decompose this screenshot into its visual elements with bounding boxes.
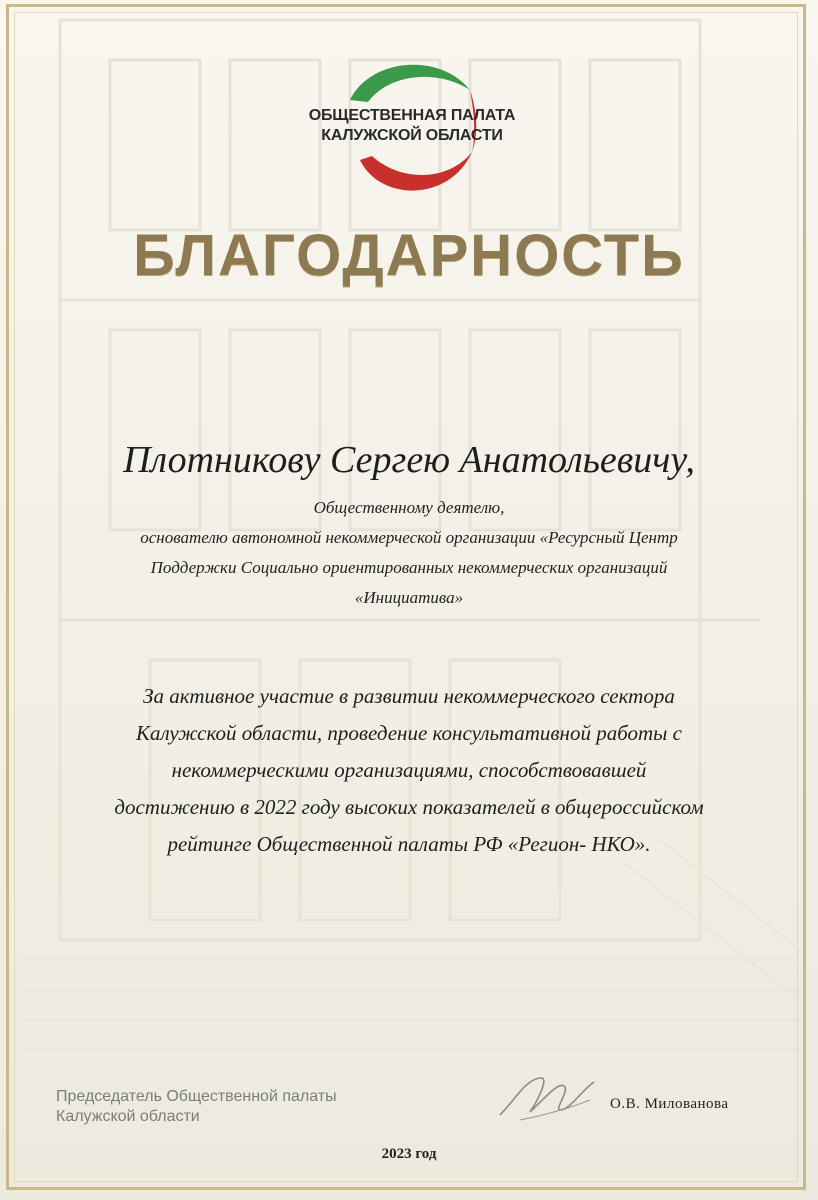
signature <box>490 1060 600 1130</box>
position-line-3: Поддержки Социально ориентированных некоммерческих организаций <box>150 558 668 577</box>
body-line-4: достижению в 2022 году высоких показателей в общероссийском <box>114 795 704 819</box>
position-line-2: основателю автономной некоммерческой организации «Ресурсный Центр <box>140 528 678 547</box>
body-line-3: некоммерческими организациями, способствовавшей <box>171 758 647 782</box>
position-line-1: Общественному деятелю, <box>313 498 505 517</box>
gratitude-text <box>40 678 778 863</box>
year: 2023 год <box>381 1146 437 1162</box>
logo-text <box>282 106 542 146</box>
body-line-5: рейтинге Общественной палаты РФ «Регион- НКО». <box>167 832 651 856</box>
position-line-4: «Инициатива» <box>354 588 464 607</box>
logo-line-1: ОБЩЕСТВЕННАЯ ПАЛАТА <box>308 107 516 124</box>
certificate-title: БЛАГОДАРНОСТЬ <box>133 223 685 288</box>
signer-name: О.В. Милованова <box>610 1096 729 1112</box>
chair-title <box>56 1087 456 1127</box>
chair-line-1: Председатель Общественной палаты <box>56 1088 337 1105</box>
body-line-1: За активное участие в развитии некоммерческого сектора <box>143 684 675 708</box>
logo <box>270 52 550 202</box>
logo-line-2: КАЛУЖСКОЙ ОБЛАСТИ <box>321 127 503 144</box>
recipient-name: Плотникову Сергею Анатольевичу, <box>123 439 695 481</box>
chair-line-2: Калужской области <box>56 1108 200 1125</box>
body-line-2: Калужской области, проведение консультативной работы с <box>136 721 682 745</box>
